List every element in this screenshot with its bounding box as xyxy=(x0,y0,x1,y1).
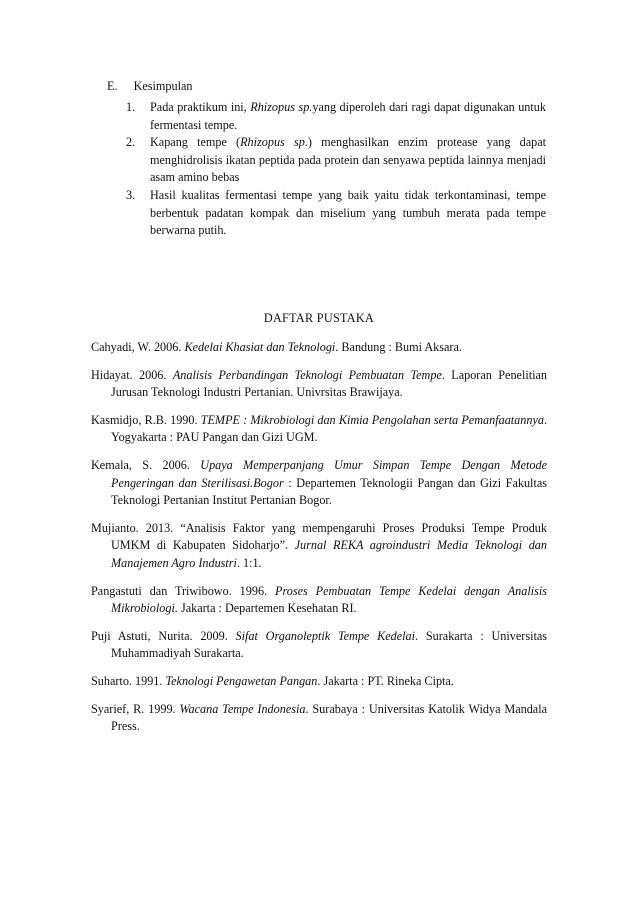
text-run: Pada praktikum ini, xyxy=(150,100,251,114)
reference-entry xyxy=(91,701,547,736)
references-title: DAFTAR PUSTAKA xyxy=(263,311,375,325)
text-run: . Surabaya : Universitas Katolik Widya Mandala Press. xyxy=(111,701,547,734)
italic-text: Sifat Organoleptik Tempe Kedelai xyxy=(235,628,416,643)
italic-text: Rhizopus sp. xyxy=(250,100,313,114)
text-run: . Surakarta : Universitas Muhammadiyah Surakarta. xyxy=(111,628,548,661)
conclusion-heading-letter: E. xyxy=(107,79,118,93)
conclusion-list xyxy=(126,99,546,240)
conclusion-item xyxy=(126,99,546,134)
conclusion-item-number: 3. xyxy=(126,187,136,202)
conclusion-item-text xyxy=(150,187,546,240)
italic-text: Wacana Tempe Indonesia xyxy=(179,701,306,716)
italic-text: Upaya Memperpanjang Umur Simpan Tempe Dengan Metode Pengeringan dan Sterilisasi.Bogor xyxy=(111,457,547,490)
conclusion-item xyxy=(126,187,546,240)
text-run: Suharto. 1991. xyxy=(91,673,166,688)
italic-text: Kedelai Khasiat dan Teknologi xyxy=(184,340,336,354)
italic-text: Teknologi Pengawetan Pangan xyxy=(165,673,318,688)
italic-text: Jurnal REKA agroindustri Media Teknologi dan Manajemen Agro Industri xyxy=(111,538,547,570)
conclusion-item-text xyxy=(150,134,546,187)
text-run: Hasil kualitas fermentasi tempe yang baik yaitu tidak terkontaminasi, tempe berbentuk padatan kompak dan miselium yang tumbuh merata pada tempe berwarna putih. xyxy=(150,187,546,238)
text-run: Jakarta : Departemen Kesehatan RI. xyxy=(177,601,357,616)
reference-entry xyxy=(91,367,547,402)
text-run: Pangastuti dan Triwibowo. 1996. xyxy=(91,583,275,598)
text-run: yang diperoleh dari ragi dapat digunakan untuk fermentasi tempe. xyxy=(150,100,546,132)
conclusion-item-text xyxy=(150,99,546,134)
text-run: Syarief, R. 1999. xyxy=(91,701,180,716)
text-run: . Bandung : Bumi Aksara. xyxy=(335,340,462,354)
conclusion-item xyxy=(126,134,546,187)
conclusion-item-number: 2. xyxy=(126,135,136,150)
italic-text: Rhizopus sp. xyxy=(240,135,308,150)
reference-entry xyxy=(91,457,547,510)
text-run: : Departemen Teknologii Pangan dan Gizi Fakultas Teknologi Pertanian Institut Pertanian Bogor. xyxy=(111,475,547,508)
text-run: . Laporan Penelitian Jurusan Teknologi Industri Pertanian. Univrsitas Brawijaya. xyxy=(111,367,547,400)
italic-text: Analisis Perbandingan Teknologi Pembuatan Tempe xyxy=(172,367,442,382)
conclusion-heading xyxy=(107,78,193,96)
text-run: Cahyadi, W. 2006. xyxy=(91,340,185,354)
conclusion-heading-title: Kesimpulan xyxy=(133,79,193,93)
references-list xyxy=(91,339,547,746)
text-run: . 1:1. xyxy=(236,555,262,570)
italic-text: Proses Pembuatan Tempe Kedelai dengan Analisis Mikrobiologi. xyxy=(111,583,547,616)
reference-entry xyxy=(91,628,547,663)
text-run: ) menghasilkan enzim protease yang dapat menghidrolisis ikatan peptida pada protein dan senyawa peptida lainnya menjadi asam amino bebas xyxy=(150,135,546,185)
text-run: Puji Astuti, Nurita. 2009. xyxy=(91,628,236,643)
reference-entry xyxy=(91,583,547,618)
reference-entry xyxy=(91,673,547,691)
text-run: Hidayat. 2006. xyxy=(91,367,173,382)
conclusion-item-number: 1. xyxy=(126,100,136,114)
text-run: Kemala, S. 2006. xyxy=(91,457,201,472)
reference-entry xyxy=(91,412,547,447)
reference-entry xyxy=(91,520,547,573)
text-run: . Yogyakarta : PAU Pangan dan Gizi UGM. xyxy=(111,412,548,445)
italic-text: TEMPE : Mikrobiologi dan Kimia Pengolahan serta Pemanfaatannya xyxy=(200,412,544,427)
text-run: Kasmidjo, R.B. 1990. xyxy=(91,412,201,427)
text-run: Kapang tempe ( xyxy=(150,135,241,150)
reference-entry xyxy=(91,339,547,357)
text-run: . Jakarta : PT. Rineka Cipta. xyxy=(317,673,454,688)
text-run: Mujianto. 2013. “Analisis Faktor yang mempengaruhi Proses Produksi Tempe Produk UMKM di Kabupaten Sidoharjo”. xyxy=(91,520,547,553)
